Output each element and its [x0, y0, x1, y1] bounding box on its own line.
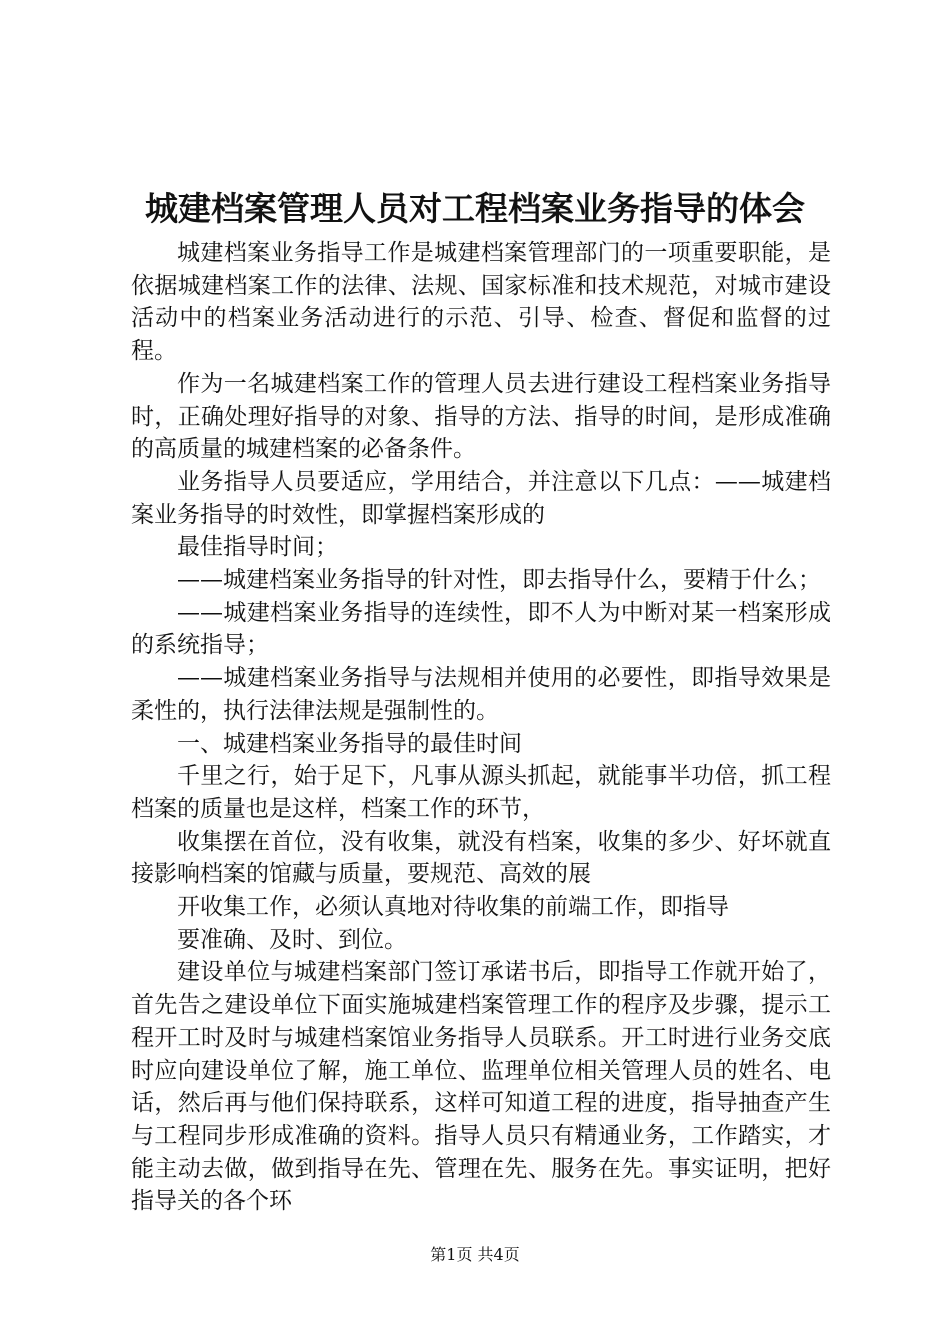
paragraph: 收集摆在首位，没有收集，就没有档案，收集的多少、好坏就直接影响档案的馆藏与质量，要规范、高效的展 [131, 828, 831, 888]
paragraph: ——城建档案业务指导与法规相并使用的必要性，即指导效果是柔性的，执行法律法规是强制性的。 [131, 665, 831, 724]
paragraph: 城建档案业务指导工作是城建档案管理部门的一项重要职能，是依据城建档案工作的法律、法规、国家标准和技术规范，对城市建设活动中的档案业务活动进行的示范、引导、检查、督促和监督的过程。 [131, 240, 831, 365]
page-number-footer: 第1页 共4页 [430, 1245, 520, 1264]
document-title: 城建档案管理人员对工程档案业务指导的体会 [145, 189, 805, 228]
document-body [131, 237, 831, 1218]
paragraph: ——城建档案业务指导的针对性，即去指导什么，要精于什么； [177, 567, 821, 594]
paragraph: 建设单位与城建档案部门签订承诺书后，即指导工作就开始了，首先告之建设单位下面实施城建档案管理工作的程序及步骤，提示工程开工时及时与城建档案馆业务指导人员联系。开工时进行业务交底时应向建设单位了解，施工单位、监理单位相关管理人员的姓名、电话，然后再与他们保持联系，这样可知道工程的进度，指导抽查产生与工程同步形成准确的资料。指导人员只有精通业务，工作踏实，才能主动去做，做到指导在先、管理在先、服务在先。事实证明，把好指导关的各个环 [131, 959, 831, 1215]
paragraph: 最佳指导时间； [177, 534, 338, 561]
paragraph: 作为一名城建档案工作的管理人员去进行建设工程档案业务指导时，正确处理好指导的对象、指导的方法、指导的时间，是形成准确的高质量的城建档案的必备条件。 [131, 370, 831, 463]
paragraph: 业务指导人员要适应，学用结合，并注意以下几点：——城建档案业务指导的时效性，即掌握档案形成的 [131, 468, 831, 528]
paragraph: 千里之行，始于足下，凡事从源头抓起，就能事半功倍，抓工程档案的质量也是这样，档案工作的环节， [131, 763, 831, 822]
paragraph: 要准确、及时、到位。 [177, 926, 407, 953]
section-heading: 一、城建档案业务指导的最佳时间 [177, 730, 522, 757]
paragraph: 开收集工作，必须认真地对待收集的前端工作，即指导 [177, 894, 729, 921]
paragraph: ——城建档案业务指导的连续性，即不人为中断对某一档案形成的系统指导； [131, 599, 831, 659]
